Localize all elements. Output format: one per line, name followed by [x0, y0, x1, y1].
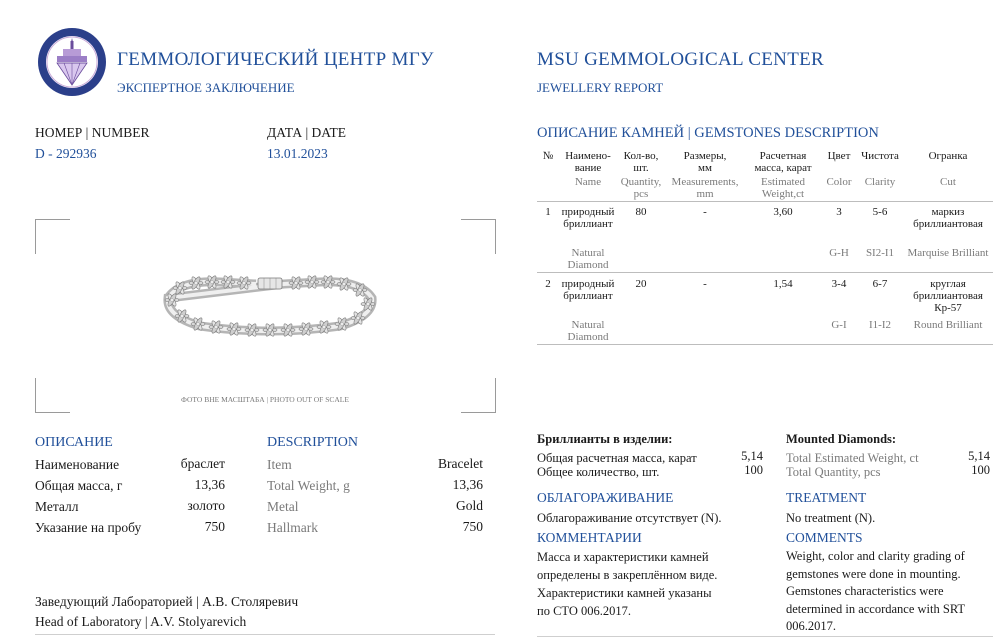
table-cell: маркиз бриллиантовая	[913, 206, 983, 230]
column-header-en: Color	[826, 176, 852, 188]
column-header: Огранка	[928, 150, 968, 162]
mounted-row-label: Total Quantity, pcs	[786, 465, 881, 479]
comment-line: определены в закреплённом виде.	[537, 568, 718, 582]
comment-line: Weight, color and clarity grading of	[786, 549, 965, 563]
table-rule	[537, 344, 993, 345]
description-row-value: 13,36	[452, 477, 483, 492]
description-row-value: браслет	[180, 456, 225, 471]
description-row-value: золото	[187, 498, 225, 513]
table-cell: 20	[635, 278, 647, 290]
description-row-value: Bracelet	[438, 456, 483, 471]
comment-line: Масса и характеристики камней	[537, 550, 709, 564]
ru-subtitle: ЭКСПЕРТНОЕ ЗАКЛЮЧЕНИЕ	[117, 80, 295, 95]
table-rule	[537, 201, 993, 202]
signature-ru-name: | А.В. Столяревич	[196, 594, 299, 609]
description-row	[35, 519, 225, 540]
table-cell: 1	[545, 206, 551, 218]
mounted-row-value: 5,14	[741, 449, 763, 463]
treatment-en-heading: TREATMENT	[786, 490, 867, 505]
column-header: Расчетная масса, карат	[754, 150, 812, 174]
comments-en-heading: COMMENTS	[786, 530, 863, 545]
column-header-en: Estimated Weight,ct	[761, 176, 805, 200]
comment-line: Характеристики камней указаны	[537, 586, 712, 600]
table-cell: -	[703, 278, 707, 290]
table-cell: 6-7	[872, 278, 888, 290]
description-ru-list	[35, 456, 225, 540]
table-cell-en: I1-I2	[869, 319, 891, 331]
column-header-en: Cut	[940, 176, 956, 188]
description-row	[267, 456, 483, 477]
signature-divider	[35, 634, 495, 635]
treatment-ru-text: Облагораживание отсутствует (N).	[537, 511, 722, 525]
column-header-en: Measurements, mm	[671, 176, 739, 200]
comments-ru-heading: КОММЕНТАРИИ	[537, 530, 642, 545]
comments-ru-text	[537, 548, 717, 620]
table-cell-en: Round Brilliant	[913, 319, 983, 331]
photo-caption: ФОТО ВНЕ МАСШТАБА | PHOTO OUT OF SCALE	[181, 395, 349, 404]
table-cell: 1,54	[773, 278, 793, 290]
mounted-row	[537, 463, 763, 477]
table-rule	[537, 272, 993, 273]
bracelet-photo-icon	[160, 268, 380, 343]
description-row	[267, 498, 483, 519]
signature-en-name: | A.V. Stolyarevich	[144, 614, 247, 629]
description-row-label: Металл	[35, 499, 79, 514]
treatment-ru-heading: ОБЛАГОРАЖИВАНИЕ	[537, 490, 674, 505]
description-row-label: Наименование	[35, 457, 120, 472]
signature-ru	[35, 594, 298, 610]
table-cell: -	[703, 206, 707, 218]
mounted-ru-heading: Бриллианты в изделии:	[537, 432, 673, 446]
mounted-row	[537, 449, 763, 463]
description-ru-heading: ОПИСАНИЕ	[35, 435, 113, 450]
signature-ru-role: Заведующий Лабораторией	[35, 594, 193, 609]
report-date-label: ДАТА | DATE	[267, 125, 347, 140]
comment-line: gemstones were done in mounting.	[786, 566, 961, 581]
description-row	[35, 498, 225, 519]
description-en-heading: DESCRIPTION	[267, 435, 359, 450]
description-row	[267, 519, 483, 540]
column-header: №	[542, 150, 554, 162]
description-row-value: Gold	[456, 498, 483, 513]
description-row-label: Item	[267, 457, 292, 472]
mounted-ru-list	[537, 449, 763, 477]
table-cell: 3-4	[831, 278, 847, 290]
table-cell: круглая бриллиантовая Кр-57	[913, 278, 983, 314]
comment-line: 006.2017.	[786, 619, 836, 633]
table-cell: 80	[635, 206, 647, 218]
description-en-list	[267, 456, 483, 540]
column-header: Цвет	[827, 150, 851, 162]
mounted-row-value: 100	[971, 463, 990, 477]
en-subtitle: JEWELLERY REPORT	[537, 80, 664, 95]
column-header: Наимено- вание	[565, 150, 611, 174]
description-row-value: 13,36	[194, 477, 225, 492]
mounted-row-label: Общая расчетная масса, карат	[537, 451, 697, 465]
table-cell: 2	[545, 278, 551, 290]
mounted-en-heading: Mounted Diamonds:	[786, 432, 897, 446]
mounted-row-value: 100	[744, 463, 763, 477]
report-number-label: НОМЕР | NUMBER	[35, 125, 150, 140]
signature-en-role: Head of Laboratory	[35, 614, 142, 629]
column-header: Чистота	[861, 150, 899, 162]
column-header: Кол-во, шт.	[623, 150, 659, 174]
table-cell: природный бриллиант	[561, 206, 615, 230]
description-row	[35, 477, 225, 498]
column-header-en: Quantity, pcs	[620, 176, 662, 200]
description-row	[35, 456, 225, 477]
en-title: MSU GEMMOLOGICAL CENTER	[537, 49, 824, 70]
bottom-divider	[537, 636, 993, 637]
mounted-en-list	[786, 449, 990, 477]
column-header: Размеры, мм	[683, 150, 727, 174]
mounted-row	[786, 463, 990, 477]
description-row	[267, 477, 483, 498]
ru-title: ГЕММОЛОГИЧЕСКИЙ ЦЕНТР МГУ	[117, 49, 434, 70]
description-row-label: Общая масса, г	[35, 478, 123, 493]
comment-line: determined in accordance with SRT	[786, 601, 966, 616]
description-row-label: Hallmark	[267, 520, 318, 535]
table-cell-en: G-H	[829, 247, 849, 259]
gemstones-heading: ОПИСАНИЕ КАМНЕЙ | GEMSTONES DESCRIPTION	[537, 125, 879, 141]
table-cell-en: Marquise Brilliant	[907, 247, 989, 259]
mounted-row-label: Общее количество, шт.	[537, 465, 660, 479]
table-cell: природный бриллиант	[561, 278, 615, 302]
treatment-en-text: No treatment (N).	[786, 511, 876, 525]
mounted-row-label: Total Estimated Weight, ct	[786, 451, 919, 465]
report-date-value: 13.01.2023	[267, 146, 328, 161]
comment-line: по СТО 006.2017.	[537, 604, 632, 618]
university-seal-icon	[37, 27, 107, 97]
comments-en-text	[786, 548, 965, 636]
table-cell: 3,60	[773, 206, 793, 218]
column-header-en: Name	[574, 176, 602, 188]
mounted-row-value: 5,14	[968, 449, 990, 463]
mounted-row	[786, 449, 990, 463]
description-row-label: Указание на пробу	[35, 520, 142, 535]
description-row-label: Metal	[267, 499, 299, 514]
report-number-value: D - 292936	[35, 146, 97, 161]
table-cell-en: Natural Diamond	[567, 247, 609, 271]
table-cell: 5-6	[872, 206, 888, 218]
comment-line: Gemstones characteristics were	[786, 584, 944, 598]
column-header-en: Clarity	[864, 176, 896, 188]
table-cell-en: G-I	[831, 319, 847, 331]
description-row-value: 750	[462, 519, 483, 534]
table-cell-en: Natural Diamond	[567, 319, 609, 343]
table-cell: 3	[836, 206, 842, 218]
signature-en	[35, 614, 246, 630]
table-cell-en: SI2-I1	[865, 247, 895, 259]
description-row-label: Total Weight, g	[267, 478, 350, 493]
description-row-value: 750	[204, 519, 225, 534]
